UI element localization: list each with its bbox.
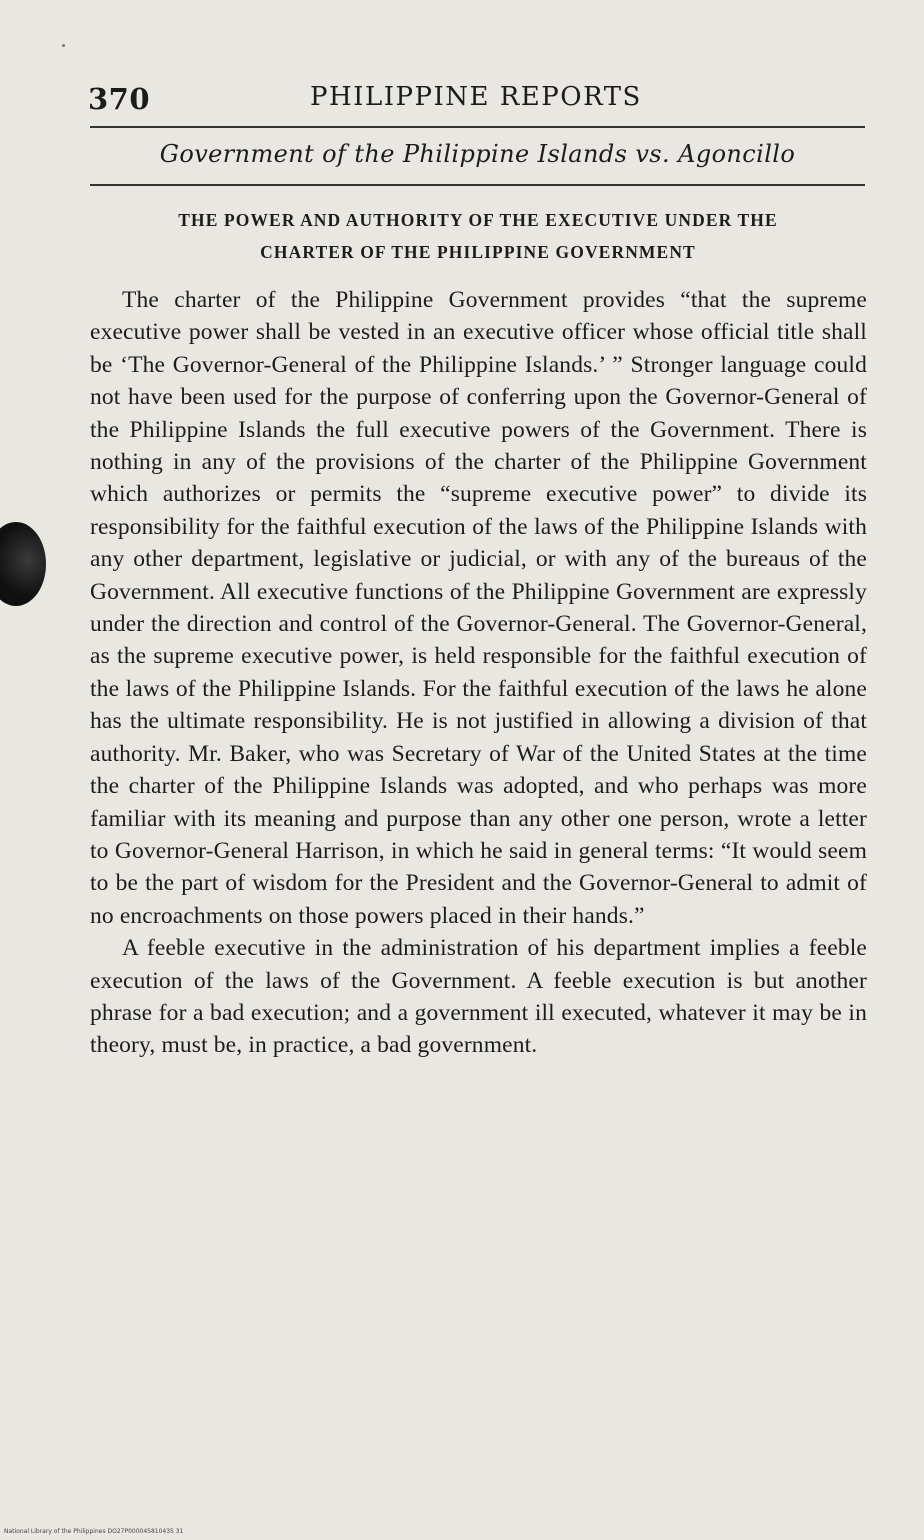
header-rule xyxy=(90,126,865,128)
page-header xyxy=(88,78,868,128)
scanner-thumb-shadow xyxy=(0,522,46,606)
running-head: PHILIPPINE REPORTS xyxy=(310,82,642,112)
case-title: Government of the Philippine Islands vs. Agoncillo xyxy=(159,140,796,168)
section-heading-line-2: CHARTER OF THE PHILIPPINE GOVERNMENT xyxy=(260,242,696,262)
case-title-rule xyxy=(90,184,865,186)
section-heading xyxy=(88,204,868,268)
scan-footer: National Library of the Philippines DO27P000045810435 31 xyxy=(4,1528,184,1535)
page-number: 370 xyxy=(88,82,151,116)
section-heading-line-1: THE POWER AND AUTHORITY OF THE EXECUTIVE UNDER THE xyxy=(178,210,778,230)
paragraph-2: A feeble executive in the administration of his department implies a feeble execution of the laws of the Government. A feeble execution is but another phrase for a bad execution; and a government ill executed, whatever it may be in theory, must be, in practice, a bad government. xyxy=(90,935,867,1059)
scan-speck xyxy=(62,44,65,47)
paragraph-1: The charter of the Philippine Government provides “that the supreme executive power shall be vested in an executive officer whose official title shall be ‘The Governor-General of the Philippine Islands.’ ” Stronger language could not have been used for the purpose of conferring upon the Governor-General of the Philippine Islands the full executive powers of the Government. There is nothing in any of the provisions of the charter of the Philippine Government which authorizes or permits the “supreme executive power” to divide its responsibility for the faithful execution of the laws of the Philippine Islands with any other department, legislative or judicial, or with any of the bureaus of the Government. All executive functions of the Philippine Government are expressly under the direction and control of the Governor-General. The Governor-General, as the supreme executive power, is held responsible for the faithful execution of the laws of the Philippine Islands. For the faithful execution of the laws he alone has the ultimate responsibility. He is not justified in allowing a division of that authority. Mr. Baker, who was Secretary of War of the United States at the time the charter of the Philippine Islands was adopted, and who perhaps was more familiar with its meaning and purpose than any other one person, wrote a letter to Governor-General Harrison, in which he said in general terms: “It would seem to be the part of wisdom for the President and the Governor-General to admit of no encroachments on those powers placed in their hands.” xyxy=(90,287,867,929)
body-text xyxy=(90,284,867,1062)
